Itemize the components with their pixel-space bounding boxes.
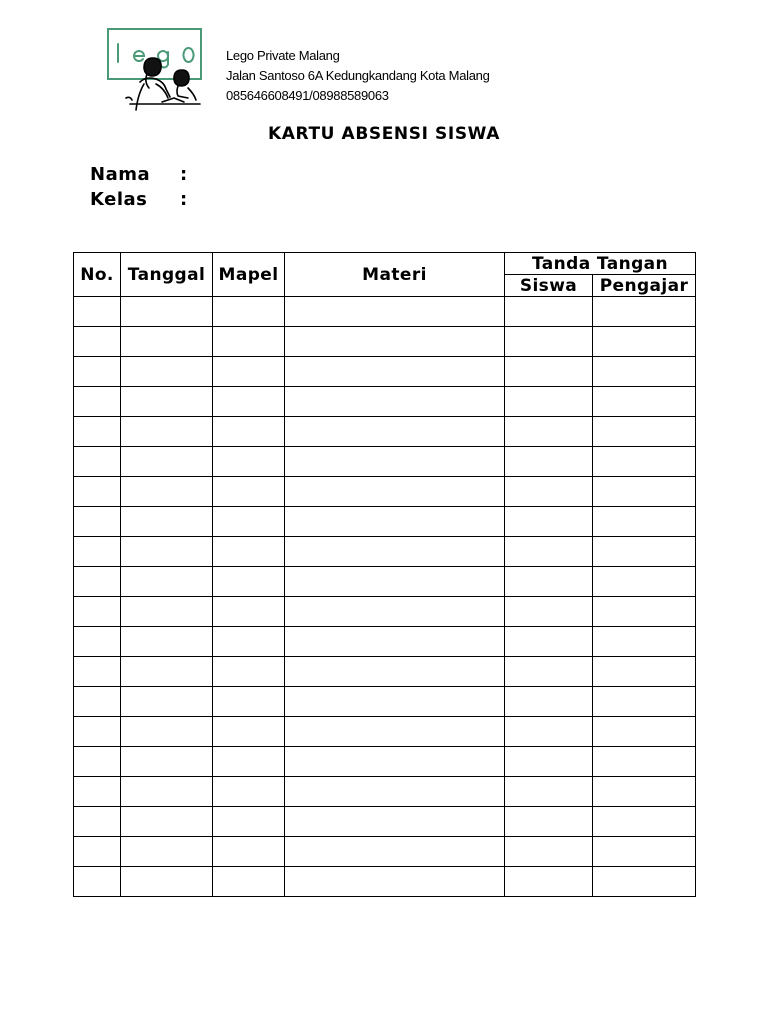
cell-tanggal [121,597,213,627]
cell-tanggal [121,447,213,477]
cell-materi [285,417,505,447]
cell-siswa [505,387,593,417]
table-row [74,447,696,477]
cell-tanggal [121,477,213,507]
cell-siswa [505,567,593,597]
cell-mapel [213,447,285,477]
header-pengajar: Pengajar [593,275,696,297]
cell-tanggal [121,807,213,837]
cell-pengajar [593,297,696,327]
header-no: No. [74,253,121,297]
cell-no [74,867,121,897]
cell-tanggal [121,297,213,327]
cell-no [74,417,121,447]
header-tanda-tangan: Tanda Tangan [505,253,696,275]
cell-no [74,537,121,567]
cell-pengajar [593,567,696,597]
cell-mapel [213,687,285,717]
cell-pengajar [593,357,696,387]
cell-materi [285,597,505,627]
cell-mapel [213,747,285,777]
cell-tanggal [121,357,213,387]
cell-tanggal [121,717,213,747]
cell-mapel [213,477,285,507]
cell-materi [285,447,505,477]
field-colon: : [180,189,188,210]
cell-mapel [213,537,285,567]
cell-mapel [213,717,285,747]
cell-materi [285,777,505,807]
cell-pengajar [593,627,696,657]
cell-mapel [213,777,285,807]
cell-siswa [505,597,593,627]
cell-pengajar [593,507,696,537]
cell-pengajar [593,657,696,687]
cell-mapel [213,417,285,447]
cell-materi [285,567,505,597]
cell-materi [285,327,505,357]
cell-mapel [213,597,285,627]
cell-pengajar [593,747,696,777]
cell-mapel [213,357,285,387]
cell-siswa [505,687,593,717]
table-row [74,807,696,837]
cell-pengajar [593,687,696,717]
organization-info [226,46,490,106]
cell-siswa [505,327,593,357]
cell-no [74,777,121,807]
cell-siswa [505,867,593,897]
cell-mapel [213,627,285,657]
table-row [74,627,696,657]
cell-tanggal [121,747,213,777]
cell-tanggal [121,867,213,897]
cell-siswa [505,507,593,537]
table-row [74,357,696,387]
table-row [74,597,696,627]
lego-logo-icon [100,24,210,112]
cell-materi [285,747,505,777]
cell-no [74,447,121,477]
cell-siswa [505,417,593,447]
cell-no [74,747,121,777]
cell-no [74,567,121,597]
cell-no [74,657,121,687]
cell-siswa [505,657,593,687]
table-row [74,837,696,867]
cell-siswa [505,297,593,327]
table-row [74,507,696,537]
cell-pengajar [593,477,696,507]
cell-tanggal [121,327,213,357]
cell-tanggal [121,537,213,567]
cell-no [74,837,121,867]
cell-materi [285,387,505,417]
cell-materi [285,357,505,387]
cell-no [74,357,121,387]
cell-materi [285,717,505,747]
cell-siswa [505,837,593,867]
cell-no [74,807,121,837]
field-label-nama: Nama [90,164,151,185]
cell-no [74,687,121,717]
cell-no [74,597,121,627]
cell-materi [285,507,505,537]
cell-mapel [213,657,285,687]
cell-materi [285,867,505,897]
cell-tanggal [121,387,213,417]
cell-pengajar [593,807,696,837]
cell-no [74,477,121,507]
table-row [74,567,696,597]
cell-no [74,627,121,657]
table-row [74,297,696,327]
cell-mapel [213,837,285,867]
cell-pengajar [593,777,696,807]
table-row [74,687,696,717]
field-nama [90,162,200,187]
field-colon: : [180,164,188,185]
cell-materi [285,687,505,717]
cell-siswa [505,807,593,837]
cell-pengajar [593,717,696,747]
cell-mapel [213,297,285,327]
cell-tanggal [121,657,213,687]
table-row [74,867,696,897]
cell-materi [285,627,505,657]
table-row [74,717,696,747]
table-row [74,777,696,807]
cell-mapel [213,807,285,837]
cell-pengajar [593,597,696,627]
header-tanggal: Tanggal [121,253,213,297]
cell-pengajar [593,327,696,357]
cell-mapel [213,507,285,537]
table-row [74,387,696,417]
table-row [74,477,696,507]
table-row [74,657,696,687]
org-address: Jalan Santoso 6A Kedungkandang Kota Malang [226,68,490,83]
header-mapel: Mapel [213,253,285,297]
cell-no [74,717,121,747]
cell-pengajar [593,837,696,867]
cell-materi [285,807,505,837]
table-row [74,327,696,357]
cell-mapel [213,567,285,597]
cell-tanggal [121,777,213,807]
cell-siswa [505,717,593,747]
cell-no [74,297,121,327]
org-name: Lego Private Malang [226,48,340,63]
cell-mapel [213,387,285,417]
cell-no [74,507,121,537]
cell-siswa [505,747,593,777]
cell-pengajar [593,537,696,567]
table-body [74,297,696,897]
cell-no [74,327,121,357]
cell-no [74,387,121,417]
cell-tanggal [121,417,213,447]
cell-siswa [505,477,593,507]
cell-materi [285,657,505,687]
cell-materi [285,477,505,507]
cell-siswa [505,447,593,477]
cell-pengajar [593,867,696,897]
cell-siswa [505,357,593,387]
cell-tanggal [121,567,213,597]
cell-materi [285,837,505,867]
cell-siswa [505,537,593,567]
header-siswa: Siswa [505,275,593,297]
cell-siswa [505,627,593,657]
cell-materi [285,297,505,327]
table-row [74,747,696,777]
cell-tanggal [121,627,213,657]
cell-tanggal [121,687,213,717]
cell-materi [285,537,505,567]
table-row [74,417,696,447]
cell-pengajar [593,447,696,477]
cell-mapel [213,327,285,357]
document-title: KARTU ABSENSI SISWA [267,124,501,144]
field-label-kelas: Kelas [90,189,148,210]
cell-tanggal [121,837,213,867]
logo [100,24,210,112]
cell-pengajar [593,387,696,417]
cell-tanggal [121,507,213,537]
header-materi: Materi [285,253,505,297]
cell-pengajar [593,417,696,447]
attendance-table [73,252,696,897]
cell-mapel [213,867,285,897]
field-kelas [90,187,200,212]
org-phone: 085646608491/08988589063 [226,88,389,103]
table-row [74,537,696,567]
student-fields [90,162,200,212]
cell-siswa [505,777,593,807]
